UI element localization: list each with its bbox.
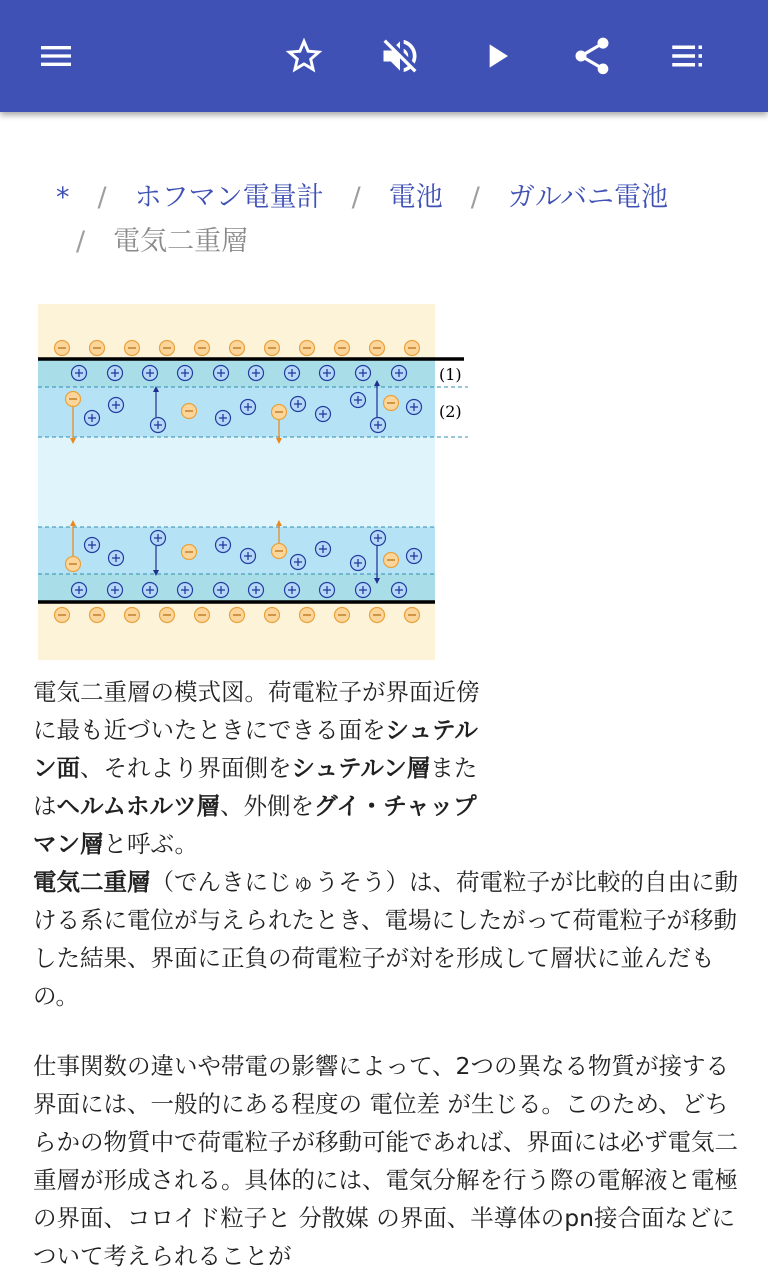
breadcrumb-separator: /: [470, 182, 480, 213]
star-outline-icon: [282, 34, 326, 78]
share-button[interactable]: [564, 28, 620, 84]
menu-icon: [36, 36, 76, 76]
breadcrumb-item-galvanic-cell[interactable]: ガルバニ電池: [507, 182, 668, 213]
intro-paragraph: 電気二重層（でんきにじゅうそう）は、荷電粒子が比較的自由に動ける系に電位が与えられたとき、電場にしたがって荷電粒子が移動した結果、界面に正負の荷電粒子が対を形成して層状に並んだもの。: [33, 868, 738, 1010]
body-paragraph: 仕事関数の違いや帯電の影響によって、2つの異なる物質が接する界面には、一般的にある程度の 電位差 が生じる。このため、どちらかの物質中で荷電粒子が移動可能であれば、界面には必ず電気二重層が形成される。具体的には、電気分解を行う際の電解液と電極の界面、コロイド粒子と 分散媒 の界面、半導体のpn接合面などについて考えられることが: [33, 1052, 738, 1270]
breadcrumb-current: 電気二重層: [113, 226, 249, 257]
stern-layer-top: [38, 359, 435, 387]
figure-caption: 電気二重層の模式図。荷電粒子が界面近傍に最も近づいたときにできる面をシュテルン面、それより界面側をシュテルン層またはヘルムホルツ層、外側をグイ・チャップマン層と呼ぶ。: [33, 678, 480, 858]
bulk-solution: [38, 437, 435, 527]
volume-off-icon: [378, 34, 422, 78]
breadcrumb-separator: /: [97, 182, 107, 213]
breadcrumb-separator: /: [76, 226, 86, 257]
play-icon: [478, 36, 518, 76]
article-term: 電気二重層: [33, 868, 151, 896]
label-1: (1): [439, 365, 462, 384]
playlist-icon: [667, 35, 709, 77]
breadcrumb-separator: /: [351, 182, 361, 213]
breadcrumb: [56, 176, 736, 264]
share-icon: [570, 34, 614, 78]
menu-button[interactable]: [28, 28, 84, 84]
toc-button[interactable]: [660, 28, 716, 84]
breadcrumb-item-root[interactable]: *: [56, 182, 70, 213]
favorite-button[interactable]: [276, 28, 332, 84]
app-bar: [0, 0, 768, 112]
double-layer-diagram[interactable]: [38, 304, 468, 660]
breadcrumb-item-battery[interactable]: 電池: [388, 182, 443, 213]
label-2: (2): [439, 402, 462, 421]
mute-button[interactable]: [372, 28, 428, 84]
breadcrumb-item-hofmann-coulometer[interactable]: ホフマン電量計: [134, 182, 324, 213]
play-button[interactable]: [470, 28, 526, 84]
